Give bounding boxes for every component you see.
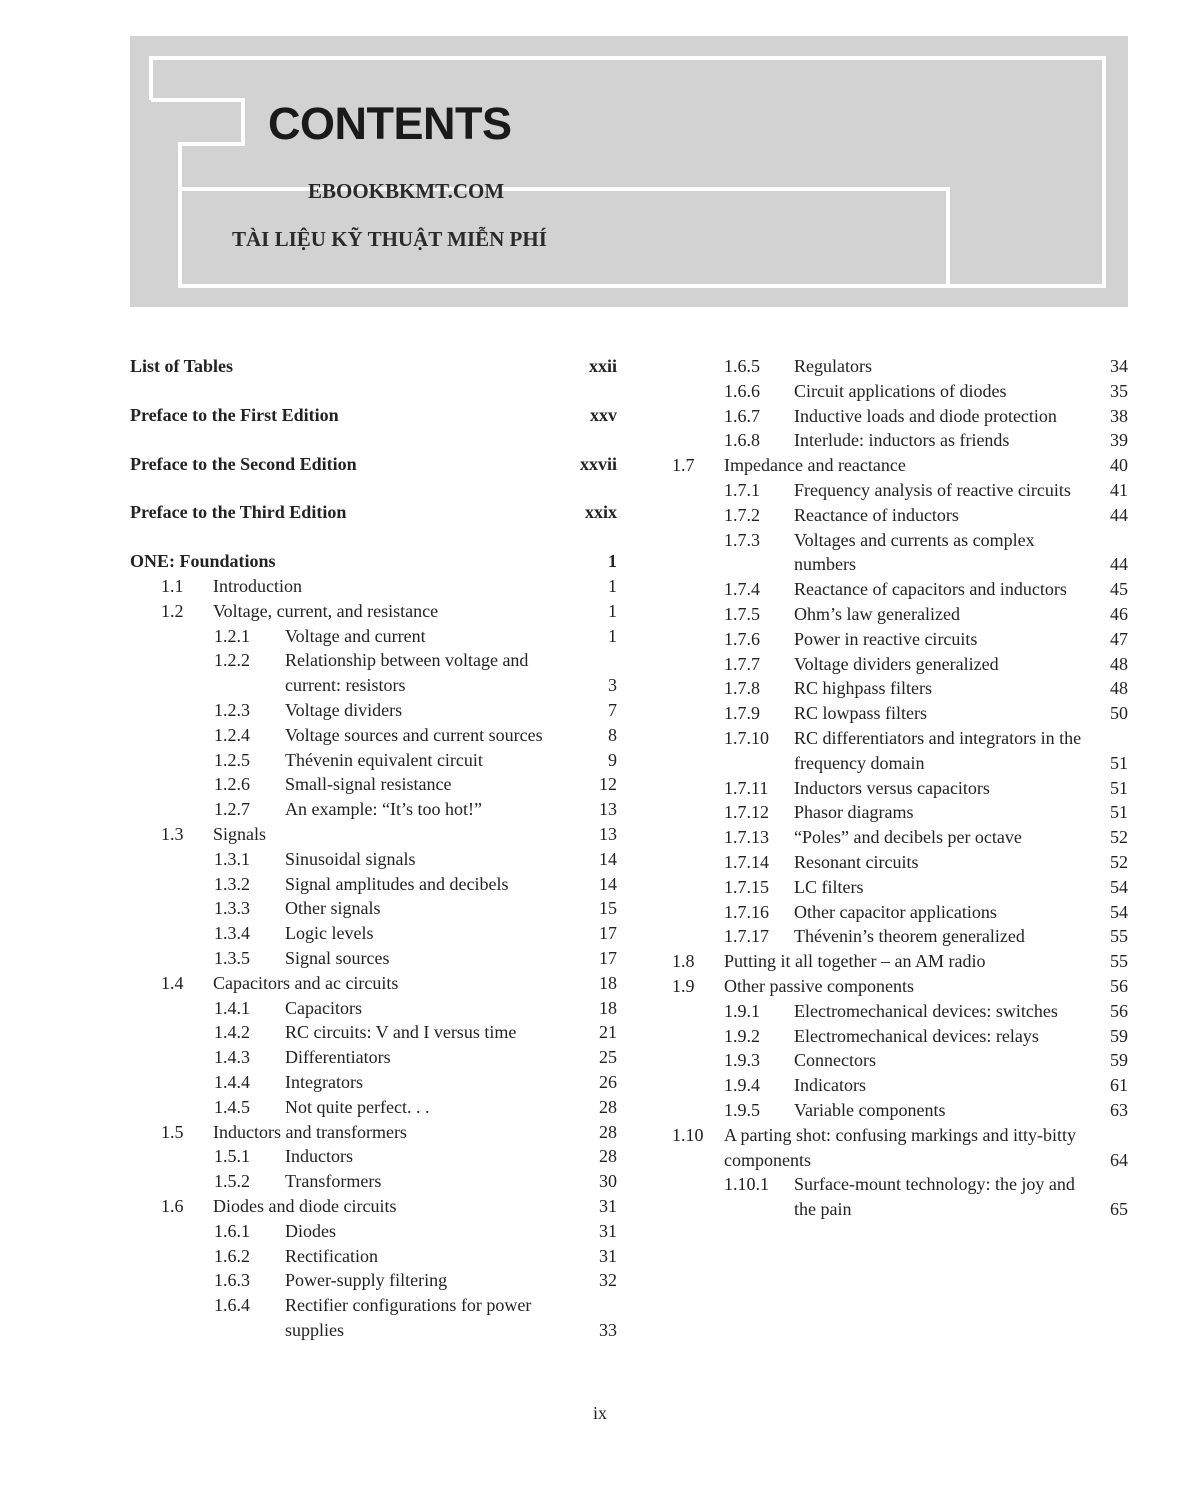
toc-entry[interactable] xyxy=(672,949,1128,974)
toc-entry-page: 35 xyxy=(1110,380,1128,401)
toc-entry-page: 1 xyxy=(608,600,617,621)
toc-entry-number: 1.4 xyxy=(161,972,184,993)
toc-entry[interactable] xyxy=(672,1024,1128,1049)
site-tagline: TÀI LIỆU KỸ THUẬT MIỄN PHÍ xyxy=(232,227,547,251)
toc-entry-title: Diodes xyxy=(285,1220,336,1241)
toc-entry-number: 1.7 xyxy=(672,455,695,476)
toc-entry-page: 32 xyxy=(599,1270,617,1291)
toc-entry-title: Interlude: inductors as friends xyxy=(794,430,1010,451)
toc-entry-page: 8 xyxy=(608,724,617,745)
toc-entry-number: 1.6 xyxy=(161,1195,184,1216)
toc-entry-title: Circuit applications of diodes xyxy=(794,380,1007,401)
toc-entry-title: Rectifier configurations for power supplies xyxy=(285,1295,532,1340)
toc-entry-title: Variable components xyxy=(794,1099,946,1120)
toc-entry[interactable] xyxy=(130,1120,617,1145)
toc-entry-number: 1.1 xyxy=(161,575,184,596)
toc-entry[interactable] xyxy=(672,974,1128,999)
toc-entry-page: 13 xyxy=(599,799,617,820)
toc-entry-page: 25 xyxy=(599,1047,617,1068)
toc-entry[interactable] xyxy=(672,800,1128,825)
toc-entry-number: 1.3.1 xyxy=(214,848,250,869)
toc-entry[interactable] xyxy=(672,1172,1128,1222)
toc-entry-title: Other capacitor applications xyxy=(794,901,997,922)
toc-entry-page: 65 xyxy=(1110,1199,1128,1220)
toc-entry[interactable] xyxy=(130,452,617,477)
toc-entry-page: 26 xyxy=(599,1071,617,1092)
toc-entry-title: Regulators xyxy=(794,356,872,376)
toc-entry-page: 28 xyxy=(599,1121,617,1142)
toc-entry[interactable] xyxy=(130,354,617,379)
toc-entry-page: 41 xyxy=(1110,479,1128,500)
toc-entry-title: LC filters xyxy=(794,876,864,897)
toc-entry-number: 1.6.4 xyxy=(214,1295,250,1316)
toc-entry[interactable] xyxy=(130,549,617,574)
toc-entry-number: 1.10.1 xyxy=(724,1174,769,1195)
toc-entry[interactable] xyxy=(130,1219,617,1244)
toc-entry-page: 59 xyxy=(1110,1025,1128,1046)
toc-entry-title: Sinusoidal signals xyxy=(285,848,416,869)
toc-entry[interactable] xyxy=(130,1169,617,1194)
toc-entry[interactable] xyxy=(672,850,1128,875)
toc-entry[interactable] xyxy=(130,872,617,897)
toc-entry-number: 1.7.8 xyxy=(724,678,760,699)
toc-entry[interactable] xyxy=(672,627,1128,652)
toc-entry-page: xxvii xyxy=(579,453,617,474)
toc-entry-title: RC differentiators and integrators in the frequency domain xyxy=(794,727,1082,773)
toc-entry-title: Voltage and current xyxy=(285,625,426,646)
toc-entry[interactable] xyxy=(672,1073,1128,1098)
toc-entry[interactable] xyxy=(672,776,1128,801)
toc-entry-number: 1.6.2 xyxy=(214,1245,250,1266)
toc-entry[interactable] xyxy=(672,453,1128,478)
toc-entry-title: Small-signal resistance xyxy=(285,774,452,795)
toc-entry[interactable] xyxy=(130,624,617,649)
toc-entry-number: 1.7.9 xyxy=(724,703,760,724)
toc-entry-number: 1.7.2 xyxy=(724,504,760,525)
toc-entry-title: Diodes and diode circuits xyxy=(213,1195,397,1216)
toc-entry[interactable] xyxy=(130,822,617,847)
toc-entry-number: 1.2.2 xyxy=(214,650,250,671)
toc-entry-number: 1.8 xyxy=(672,951,695,972)
toc-entry-number: 1.4.3 xyxy=(214,1047,250,1068)
toc-entry[interactable] xyxy=(672,478,1128,503)
toc-entry-title: ONE: Foundations xyxy=(130,551,276,572)
toc-entry-number: 1.2 xyxy=(161,600,184,621)
toc-entry-page: 44 xyxy=(1110,504,1128,525)
toc-entry-page: 28 xyxy=(599,1096,617,1117)
toc-entry-number: 1.4.5 xyxy=(214,1096,250,1117)
toc-entry[interactable] xyxy=(130,996,617,1021)
toc-entry-number: 1.3.4 xyxy=(214,923,250,944)
toc-entry[interactable] xyxy=(130,1244,617,1269)
toc-entry-number: 1.10 xyxy=(672,1124,704,1145)
toc-entry-page: 46 xyxy=(1110,603,1128,624)
toc-entry[interactable] xyxy=(130,1194,617,1219)
toc-entry-title: Other passive components xyxy=(724,975,914,996)
toc-entry-number: 1.3 xyxy=(161,823,184,844)
toc-entry-page: 55 xyxy=(1110,951,1128,972)
toc-entry-title: Voltages and currents as complex numbers xyxy=(794,529,1035,575)
toc-entry-page: 61 xyxy=(1110,1075,1128,1096)
toc-entry-title: RC highpass filters xyxy=(794,678,932,699)
toc-entry[interactable] xyxy=(130,1070,617,1095)
toc-entry-number: 1.6.8 xyxy=(724,430,760,451)
toc-entry-number: 1.5.1 xyxy=(214,1146,250,1167)
toc-entry[interactable] xyxy=(130,1144,617,1169)
toc-entry-number: 1.7.11 xyxy=(724,777,769,798)
toc-entry[interactable] xyxy=(672,428,1128,453)
toc-entry-number: 1.6.1 xyxy=(214,1220,250,1241)
toc-entry[interactable] xyxy=(130,772,617,797)
toc-entry-number: 1.4.2 xyxy=(214,1022,250,1043)
toc-entry-page: 63 xyxy=(1110,1099,1128,1120)
toc-entry-page: 31 xyxy=(599,1220,617,1241)
toc-entry-title: Capacitors xyxy=(285,997,362,1018)
toc-entry-page: 64 xyxy=(1110,1149,1128,1170)
toc-entry-title: Differentiators xyxy=(285,1047,391,1068)
toc-entry-title: Inductive loads and diode protection xyxy=(794,405,1057,426)
toc-entry-page: 14 xyxy=(599,848,617,869)
toc-entry-page: 47 xyxy=(1110,628,1128,649)
toc-entry[interactable] xyxy=(672,726,1128,776)
toc-entry-page: 1 xyxy=(608,575,617,596)
toc-entry-page: 52 xyxy=(1110,827,1128,848)
toc-entry-page: 48 xyxy=(1110,653,1128,674)
toc-entry[interactable] xyxy=(672,379,1128,404)
toc-entry-page: 18 xyxy=(599,972,617,993)
toc-entry-number: 1.2.3 xyxy=(214,699,250,720)
toc-entry-page: 1 xyxy=(608,551,617,572)
toc-entry[interactable] xyxy=(672,999,1128,1024)
toc-entry-number: 1.7.13 xyxy=(724,827,769,848)
toc-entry-page: xxii xyxy=(588,356,617,376)
toc-entry-title: Introduction xyxy=(213,575,302,596)
toc-entry-title: Inductors and transformers xyxy=(213,1121,407,1142)
toc-entry[interactable] xyxy=(130,921,617,946)
toc-entry[interactable] xyxy=(130,896,617,921)
toc-entry-number: 1.7.5 xyxy=(724,603,760,624)
toc-entry[interactable] xyxy=(130,1095,617,1120)
toc-entry[interactable] xyxy=(672,701,1128,726)
banner-frame-lines xyxy=(130,36,1128,307)
toc-entry-title: Reactance of inductors xyxy=(794,504,959,525)
toc-entry[interactable] xyxy=(672,825,1128,850)
toc-entry-page: xxv xyxy=(590,404,617,425)
toc-entry-number: 1.7.6 xyxy=(724,628,760,649)
toc-entry-page: 31 xyxy=(599,1195,617,1216)
toc-entry-title: Connectors xyxy=(794,1050,876,1071)
toc-entry-number: 1.7.3 xyxy=(724,529,760,550)
toc-entry-title: Power-supply filtering xyxy=(285,1270,448,1291)
toc-entry-title: RC circuits: V and I versus time xyxy=(285,1022,517,1043)
toc-entry[interactable] xyxy=(130,1268,617,1293)
toc-entry-title: Reactance of capacitors and inductors xyxy=(794,579,1067,600)
toc-entry-number: 1.5 xyxy=(161,1121,184,1142)
toc-entry[interactable] xyxy=(130,1293,617,1343)
toc-entry-title: Integrators xyxy=(285,1071,363,1092)
toc-entry-title: Voltage dividers generalized xyxy=(794,653,999,674)
toc-entry-number: 1.2.5 xyxy=(214,749,250,770)
toc-entry-title: Rectification xyxy=(285,1245,378,1266)
toc-entry-title: Preface to the First Edition xyxy=(130,404,339,425)
toc-entry-page: 7 xyxy=(608,699,617,720)
toc-entry-number: 1.3.2 xyxy=(214,873,250,894)
toc-entry-page: 38 xyxy=(1110,405,1128,426)
toc-entry[interactable] xyxy=(672,577,1128,602)
toc-entry-number: 1.9.1 xyxy=(724,1000,760,1021)
toc-entry-page: 51 xyxy=(1110,777,1128,798)
toc-entry-title: Logic levels xyxy=(285,923,374,944)
toc-entry-title: Preface to the Third Edition xyxy=(130,502,347,523)
toc-entry-title: Phasor diagrams xyxy=(794,802,914,823)
toc-entry-page: 3 xyxy=(608,675,617,696)
toc-entry-title: Inductors xyxy=(285,1146,353,1167)
toc-entry[interactable] xyxy=(130,748,617,773)
toc-entry-number: 1.7.16 xyxy=(724,901,769,922)
toc-entry-page: 51 xyxy=(1110,802,1128,823)
toc-entry-page: 17 xyxy=(599,947,617,968)
toc-entry-number: 1.7.4 xyxy=(724,579,760,600)
toc-entry[interactable] xyxy=(130,648,617,698)
toc-entry-page: 51 xyxy=(1110,752,1128,773)
toc-entry-number: 1.6.7 xyxy=(724,405,760,426)
toc-entry-title: Capacitors and ac circuits xyxy=(213,972,399,993)
page-title: CONTENTS xyxy=(268,98,512,149)
toc-entry-page: 28 xyxy=(599,1146,617,1167)
toc-entry-page: 21 xyxy=(599,1022,617,1043)
toc-entry[interactable] xyxy=(672,924,1128,949)
toc-entry-number: 1.3.5 xyxy=(214,947,250,968)
toc-entry-page: 1 xyxy=(608,625,617,646)
toc-entry-number: 1.7.12 xyxy=(724,802,769,823)
toc-entry-title: Preface to the Second Edition xyxy=(130,453,357,474)
toc-entry-title: Indicators xyxy=(794,1075,866,1096)
toc-entry-page: 34 xyxy=(1110,356,1128,376)
toc-entry-number: 1.9 xyxy=(672,975,695,996)
toc-entry-title: Voltage dividers xyxy=(285,699,403,720)
site-name: EBOOKBKMT.COM xyxy=(308,179,505,203)
toc-entry-title: Ohm’s law generalized xyxy=(794,603,960,624)
toc-entry[interactable] xyxy=(672,503,1128,528)
toc-entry-number: 1.7.10 xyxy=(724,727,769,748)
toc-entry-number: 1.6.6 xyxy=(724,380,760,401)
toc-entry-title: List of Tables xyxy=(130,356,234,376)
toc-entry-number: 1.6.3 xyxy=(214,1270,250,1291)
toc-entry[interactable] xyxy=(130,723,617,748)
toc-entry-page: 55 xyxy=(1110,926,1128,947)
toc-entry-number: 1.7.14 xyxy=(724,851,769,872)
toc-entry-page: 56 xyxy=(1110,1000,1128,1021)
toc-entry-number: 1.2.7 xyxy=(214,799,250,820)
toc-entry-number: 1.7.17 xyxy=(724,926,769,947)
toc-entry-number: 1.6.5 xyxy=(724,356,760,376)
toc-entry-page: 14 xyxy=(599,873,617,894)
toc-entry-title: Thévenin’s theorem generalized xyxy=(794,926,1025,947)
toc-entry-page: 40 xyxy=(1110,455,1128,476)
toc-entry-page: 12 xyxy=(599,774,617,795)
toc-entry-title: Voltage, current, and resistance xyxy=(213,600,439,621)
toc-entry-number: 1.3.3 xyxy=(214,898,250,919)
toc-entry-title: Signals xyxy=(213,823,267,844)
toc-entry-page: 54 xyxy=(1110,876,1128,897)
toc-entry-title: Relationship between voltage and current: resistors xyxy=(285,650,529,696)
toc-entry-page: 30 xyxy=(599,1171,617,1192)
toc-entry-title: Transformers xyxy=(285,1171,382,1192)
toc-entry-page: 33 xyxy=(599,1319,617,1340)
toc-entry[interactable] xyxy=(130,1020,617,1045)
toc-entry-number: 1.9.2 xyxy=(724,1025,760,1046)
toc-entry-page: 56 xyxy=(1110,975,1128,996)
toc-entry-title: Voltage sources and current sources xyxy=(285,724,543,745)
toc-entry[interactable] xyxy=(130,971,617,996)
toc-entry-page: 52 xyxy=(1110,851,1128,872)
toc-entry-title: Signal sources xyxy=(285,947,390,968)
toc-entry[interactable] xyxy=(672,528,1128,578)
toc-entry-page: 18 xyxy=(599,997,617,1018)
toc-entry-page: 44 xyxy=(1110,554,1128,575)
toc-entry[interactable] xyxy=(130,599,617,624)
toc-entry[interactable] xyxy=(130,946,617,971)
toc-entry-page: 39 xyxy=(1110,430,1128,451)
toc-entry[interactable] xyxy=(672,676,1128,701)
toc-entry-number: 1.7.15 xyxy=(724,876,769,897)
toc-entry[interactable] xyxy=(130,403,617,428)
toc-entry[interactable] xyxy=(130,1045,617,1070)
toc-entry-title: Resonant circuits xyxy=(794,851,919,872)
toc-entry-title: Frequency analysis of reactive circuits xyxy=(794,479,1071,500)
toc-entry-title: Putting it all together – an AM radio xyxy=(724,951,986,972)
toc-entry-number: 1.7.1 xyxy=(724,479,760,500)
toc-entry[interactable] xyxy=(672,652,1128,677)
toc-entry[interactable] xyxy=(672,875,1128,900)
toc-entry-number: 1.4.4 xyxy=(214,1071,250,1092)
toc-entry-number: 1.9.5 xyxy=(724,1099,760,1120)
toc-entry[interactable] xyxy=(672,1123,1128,1173)
toc-entry-number: 1.2.1 xyxy=(214,625,250,646)
toc-entry-title: Inductors versus capacitors xyxy=(794,777,990,798)
toc-entry[interactable] xyxy=(130,847,617,872)
toc-entry[interactable] xyxy=(130,797,617,822)
toc-entry[interactable] xyxy=(672,900,1128,925)
toc-entry-number: 1.2.6 xyxy=(214,774,250,795)
toc-entry-number: 1.4.1 xyxy=(214,997,250,1018)
toc-entry-page: 50 xyxy=(1110,703,1128,724)
toc-entry-page: 59 xyxy=(1110,1050,1128,1071)
toc-entry-page: 15 xyxy=(599,898,617,919)
toc-entry-page: 9 xyxy=(608,749,617,770)
toc-entry-number: 1.2.4 xyxy=(214,724,250,745)
toc-entry-page: 13 xyxy=(599,823,617,844)
toc-entry-page: 45 xyxy=(1110,579,1128,600)
toc-entry-title: Surface-mount technology: the joy and the pain xyxy=(794,1174,1075,1220)
toc-entry-title: Signal amplitudes and decibels xyxy=(285,873,509,894)
toc-entry-page: 31 xyxy=(599,1245,617,1266)
toc-entry-page: xxix xyxy=(584,502,617,523)
toc-right-column xyxy=(672,354,1128,1222)
toc-entry-number: 1.9.4 xyxy=(724,1075,760,1096)
toc-entry[interactable] xyxy=(130,698,617,723)
toc-entry[interactable] xyxy=(672,1098,1128,1123)
toc-left-column xyxy=(130,354,617,1343)
toc-entry-title: Power in reactive circuits xyxy=(794,628,978,649)
toc-entry[interactable] xyxy=(672,602,1128,627)
toc-entry-title: Other signals xyxy=(285,898,381,919)
toc-entry-page: 48 xyxy=(1110,678,1128,699)
toc-entry-title: RC lowpass filters xyxy=(794,703,927,724)
toc-entry-number: 1.5.2 xyxy=(214,1171,250,1192)
toc-entry-title: A parting shot: confusing markings and itty-bitty components xyxy=(724,1124,1076,1170)
toc-entry[interactable] xyxy=(672,354,1128,379)
toc-entry-title: Electromechanical devices: relays xyxy=(794,1025,1039,1046)
toc-entry-page: 54 xyxy=(1110,901,1128,922)
toc-entry-page: 17 xyxy=(599,923,617,944)
contents-banner xyxy=(130,36,1128,307)
toc-entry[interactable] xyxy=(672,404,1128,429)
toc-entry-title: Impedance and reactance xyxy=(724,455,906,476)
page-number: ix xyxy=(592,1403,607,1423)
toc-entry-title: Thévenin equivalent circuit xyxy=(285,749,483,770)
toc-entry-title: Not quite perfect. . . xyxy=(285,1096,430,1117)
toc-entry[interactable] xyxy=(130,574,617,599)
toc-entry-title: An example: “It’s too hot!” xyxy=(285,799,482,820)
toc-entry-number: 1.7.7 xyxy=(724,653,760,674)
toc-entry[interactable] xyxy=(130,500,617,525)
toc-entry-number: 1.9.3 xyxy=(724,1050,760,1071)
toc-entry-title: “Poles” and decibels per octave xyxy=(794,827,1022,848)
toc-entry-title: Electromechanical devices: switches xyxy=(794,1000,1058,1021)
toc-entry[interactable] xyxy=(672,1048,1128,1073)
